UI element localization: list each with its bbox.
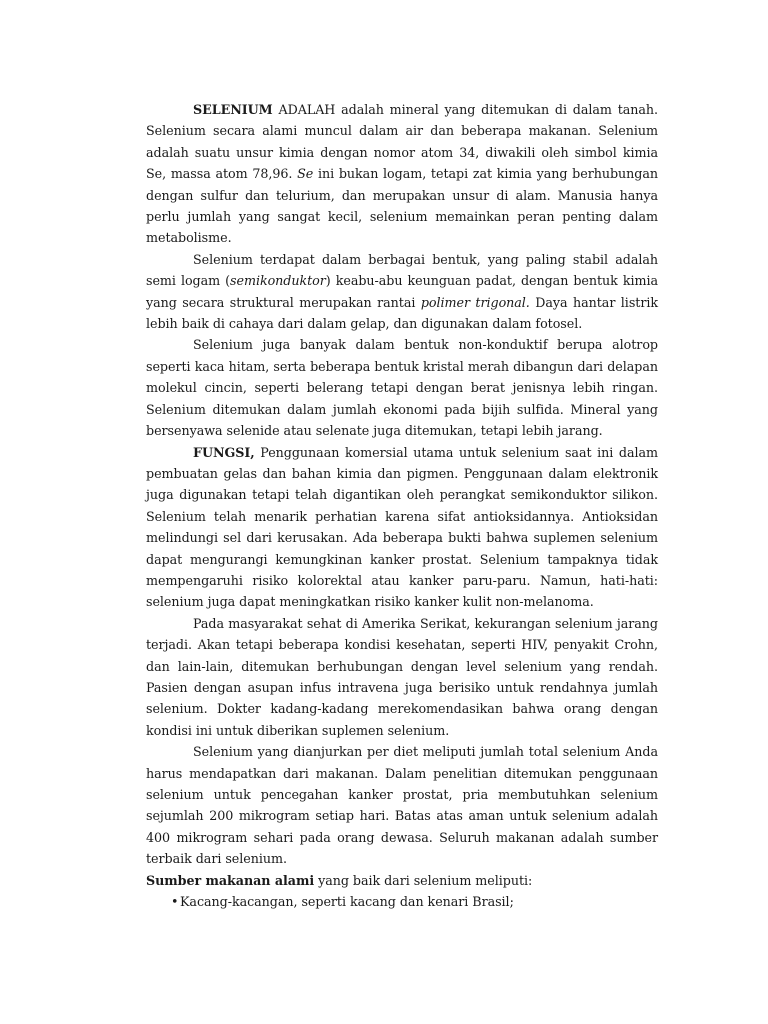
text-segment: Pada masyarakat sehat di Amerika Serikat, kekurangan selenium jarang terjadi. Akan tetapi beberapa kondisi kesehatan, seperti HIV, penyakit Crohn, dan lain-lain, ditemukan berhubungan dengan level selenium yang rendah. Pasien dengan asupan infus intravena juga berisiko untuk rendahnya jumlah selenium. Dokter kadang-kadang merekomendasikan bahwa orang dengan kondisi ini untuk diberikan suplemen selenium. <box>146 615 658 738</box>
text-segment: Selenium yang dianjurkan per diet meliputi jumlah total selenium Anda harus mendapatkan dari makanan. Dalam penelitian ditemukan penggunaan selenium untuk pencegahan kanker prostat, pria membutuhkan selenium sejumlah 200 mikrogram setiap hari. Batas atas aman untuk selenium adalah 400 mikrogram sehari pada orang dewasa. Seluruh makanan adalah sumber terbaik dari selenium. <box>146 744 658 867</box>
text-segment: Selenium juga banyak dalam bentuk non-konduktif berupa alotrop seperti kaca hitam, serta beberapa bentuk kristal merah dibangun dari delapan molekul cincin, seperti belerang tetapi dengan berat jenisnya lebih ringan. Selenium ditemukan dalam jumlah ekonomi pada bijih sulfida. Mineral yang bersenyawa selenide atau selenate juga ditemukan, tetapi lebih jarang. <box>146 337 658 439</box>
text-segment: Selenium terdapat dalam berbagai bentuk, yang paling stabil adalah semi logam ( <box>146 251 658 289</box>
paragraph <box>146 613 658 741</box>
italic-text: polimer trigonal. <box>420 294 530 310</box>
text-segment: Daya hantar listrik lebih baik di cahaya dari dalam gelap, dan digunakan dalam fotosel. <box>146 294 658 332</box>
paragraph-lead: SELENIUM <box>193 102 273 117</box>
paragraph <box>146 870 658 891</box>
body-text <box>146 99 658 891</box>
list-item-text: Kacang-kacangan, seperti kacang dan kenari Brasil; <box>180 894 514 910</box>
text-segment: ini bukan logam, tetapi zat kimia yang berhubungan dengan sulfur dan telurium, dan merupakan unsur di alam. Manusia hanya perlu jumlah yang sangat kecil, selenium memainkan peran penting dalam metabolisme. <box>146 166 658 246</box>
text-segment: ) keabu-abu keunguan padat, dengan bentuk kimia yang secara struktural merupakan rantai <box>146 273 658 310</box>
italic-text: semikonduktor <box>230 273 326 289</box>
paragraph-lead: Sumber makanan alami <box>146 872 315 888</box>
paragraph-lead: FUNGSI, <box>193 444 255 460</box>
italic-text: Se <box>297 166 314 182</box>
paragraph <box>146 249 658 335</box>
paragraph <box>146 334 658 441</box>
list-item <box>146 891 658 912</box>
paragraph <box>146 442 658 613</box>
text-segment: ADALAH adalah mineral yang ditemukan di dalam tanah. Selenium secara alami muncul dalam air dan beberapa makanan. Selenium adalah suatu unsur kimia dengan nomor atom 34, diwakili oleh simbol kimia Se, massa atom 78,96. <box>146 102 658 182</box>
document-page <box>146 99 658 912</box>
bullet-list <box>146 891 658 912</box>
paragraph <box>146 741 658 869</box>
text-segment: Penggunaan komersial utama untuk selenium saat ini dalam pembuatan gelas dan bahan kimia dan pigmen. Penggunaan dalam elektronik juga digunakan tetapi telah digantikan oleh perangkat semikonduktor silikon. Selenium telah menarik perhatian karena sifat antioksidannya. Antioksidan melindungi sel dari kerusakan. Ada beberapa bukti bahwa suplemen selenium dapat mengurangi kemungkinan kanker prostat. Selenium tampaknya tidak mempengaruhi risiko kolorektal atau kanker paru-paru. Namun, hati-hati: selenium juga dapat meningkatkan risiko kanker kulit non-melanoma. <box>146 444 658 610</box>
paragraph <box>146 99 658 249</box>
bullet-icon: • <box>171 894 179 910</box>
text-segment: yang baik dari selenium meliputi: <box>314 872 533 888</box>
